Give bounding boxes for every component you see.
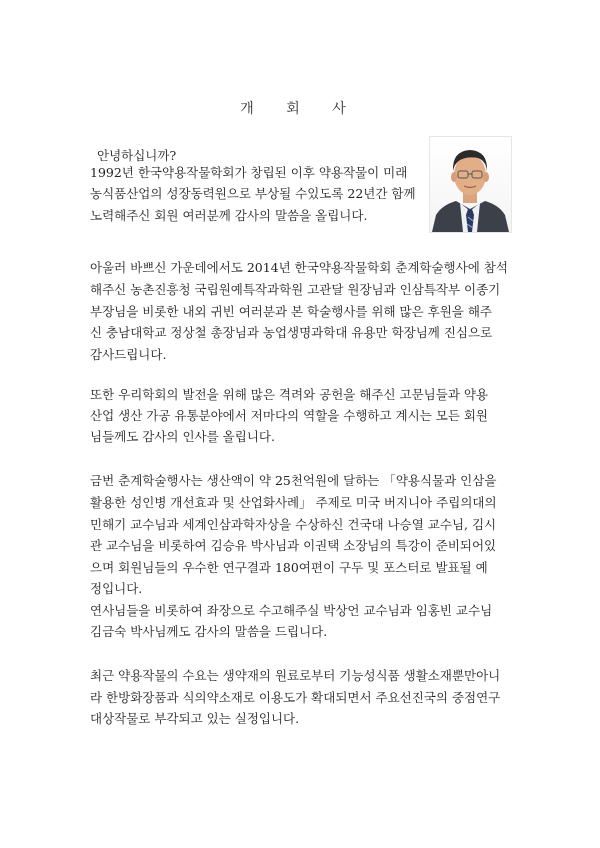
paragraph-5-line: 대상작물로 부각되고 있는 실정입니다. bbox=[90, 711, 300, 726]
greeting-line: 안녕하십니까? bbox=[97, 148, 177, 163]
paragraph-4-line: 으며 회원님들의 우수한 연구결과 180여편이 구두 및 포스터로 발표될 예 bbox=[90, 560, 488, 575]
paragraph-2-line: 부장님을 비롯한 내외 귀빈 여러분과 본 학술행사를 위해 많은 후원을 해주 bbox=[90, 304, 492, 319]
paragraph-3-line: 산업 생산 가공 유통분야에서 저마다의 역할을 수행하고 계시는 모든 회원 bbox=[90, 408, 489, 423]
paragraph-3-line: 또한 우리학회의 발전을 위해 많은 격려와 공헌을 해주신 고문님들과 약용 bbox=[90, 387, 489, 402]
paragraph-1-line: 농식품산업의 성장동력원으로 부상될 수있도록 22년간 함께 bbox=[90, 186, 416, 201]
paragraph-1-line: 1992년 한국약용작물학회가 창립된 이후 약용작물이 미래 bbox=[90, 165, 408, 180]
paragraph-4-line: 김금숙 박사님께도 감사의 말씀을 드립니다. bbox=[90, 624, 328, 639]
paragraph-2-line: 신 충남대학교 정상철 총장님과 농업생명과학대 유용만 학장님께 진심으로 bbox=[90, 325, 493, 340]
paragraph-5-line: 라 한방화장품과 식의약소재로 이용도가 확대되면서 주요선진국의 중점연구 bbox=[90, 690, 501, 705]
paragraph-4-line: 활용한 성인병 개선효과 및 산업화사례」 주제로 미국 버지니아 주립의대의 bbox=[90, 495, 497, 510]
paragraph-4-line: 관 교수님을 비롯하여 김승유 박사님과 이권택 소장님의 특강이 준비되어있 bbox=[90, 538, 497, 553]
paragraph-4-line: 민해기 교수님과 세계인삼과학자상을 수상하신 건국대 나승열 교수님, 김시 bbox=[90, 517, 497, 532]
paragraph-3-line: 님들께도 감사의 인사를 올립니다. bbox=[90, 429, 275, 444]
paragraph-2-line: 아울러 바쁘신 가운데에서도 2014년 한국약용작물학회 춘계학술행사에 참석 bbox=[90, 260, 508, 275]
page-title: 개 회 사 bbox=[240, 101, 360, 117]
paragraph-4-line: 금번 춘계학술행사는 생산액이 약 25천억원에 달하는 「약용식물과 인삼을 bbox=[90, 473, 497, 488]
paragraph-4-line: 연사님들을 비롯하여 좌장으로 수고해주실 박상언 교수님과 임홍빈 교수님 bbox=[90, 603, 493, 618]
paragraph-5-line: 최근 약용작물의 수요는 생약재의 원료로부터 기능성식품 생활소재뿐만아니 bbox=[90, 668, 501, 683]
paragraph-2-line: 해주신 농촌진흥청 국립원예특작과학원 고관달 원장님과 인삼특작부 이종기 bbox=[90, 282, 501, 297]
paragraph-2-line: 감사드립니다. bbox=[90, 347, 167, 362]
paragraph-1-line: 노력해주신 회원 여러분께 감사의 말씀을 올립니다. bbox=[90, 208, 368, 223]
paragraph-4-line: 정입니다. bbox=[90, 581, 143, 596]
portrait-illustration bbox=[430, 137, 511, 232]
author-portrait-photo bbox=[429, 136, 512, 233]
